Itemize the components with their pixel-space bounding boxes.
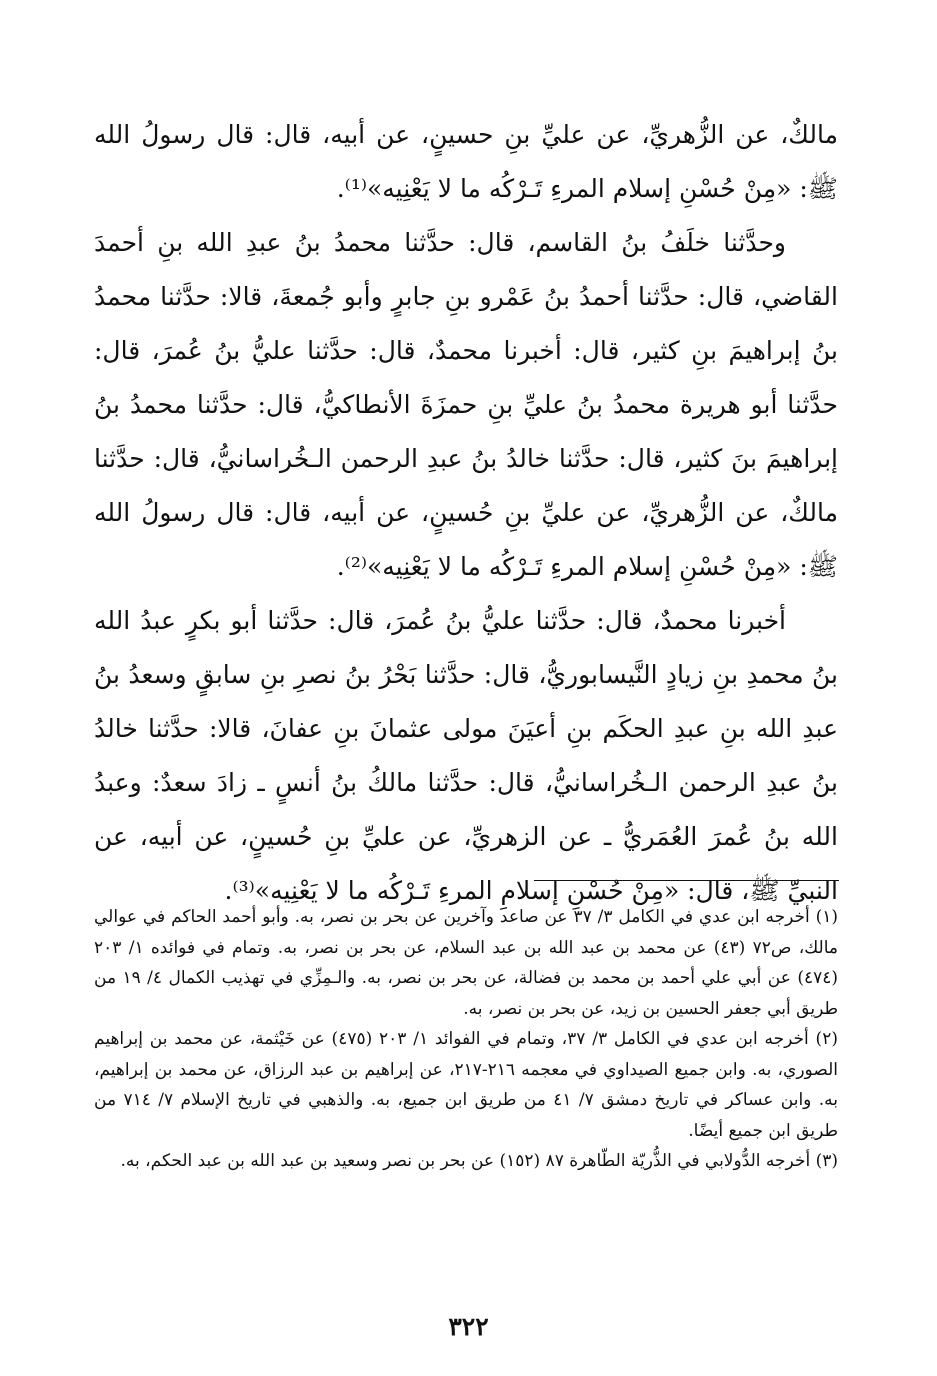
main-text-body xyxy=(94,108,838,918)
footnotes-section xyxy=(94,902,838,1177)
footnote-separator xyxy=(534,880,839,881)
footnote-1: (١) أخرجه ابن عدي في الكامل ٣/ ٣٧ عن صاعد وآخرين عن بحر بن نصر، به. وأبو أحمد الحاكم في عوالي مالك، ص٧٢ (٤٣) عن محمد بن عبد الله بن عبد السلام، عن بحر بن نصر، به. وتمام في فوائده ١/ ٢٠٣ (٤٧٤) عن أبي علي أحمد بن محمد بن فضالة، عن بحر بن نصر، به. والـمِزِّي في تهذيب الكمال ٤/ ١٩ من طريق أبي جعفر الحسين بن زيد، عن بحر بن نصر، به. xyxy=(94,907,838,1019)
footnote-3: (٣) أخرجه الدُّولابي في الذُّريّة الطّاهرة ٨٧ (١٥٢) عن بحر بن نصر وسعيد بن عبد الله بن عبد الحكم، به. xyxy=(120,1151,838,1171)
paragraph-2: وحدَّثنا خلَفُ بنُ القاسم، قال: حدَّثنا محمدُ بنُ عبدِ الله بنِ أحمدَ القاضي، قال: حدَّثنا أحمدُ بنُ عَمْرو بنِ جابرٍ وأبو جُمعةَ، قالا: حدَّثنا محمدُ بنُ إبراهيمَ بنِ كثير، قال: أخبرنا محمدٌ، قال: حدَّثنا عليُّ بنُ عُمرَ، قال: حدَّثنا أبو هريرة محمدُ بنُ عليِّ بنِ حمزَةَ الأنطاكيُّ، قال: حدَّثنا محمدُ بنُ إبراهيمَ بنَ كثير، قال: حدَّثنا خالدُ بنُ عبدِ الرحمن الـخُراسانيُّ، قال: حدَّثنا مالكٌ، عن الزُّهريِّ، عن عليِّ بنِ حُسينٍ، عن أبيه، قال: قال رسولُ الله ﷺ: «مِنْ حُسْنِ إسلام المرءِ تَـرْكُه ما لا يَعْنِيه»⁽²⁾. xyxy=(94,228,838,581)
paragraph-1: مالكٌ، عن الزُّهريِّ، عن عليِّ بنِ حسينٍ، عن أبيه، قال: قال رسولُ الله ﷺ: «مِنْ حُسْنِ إسلام المرءِ تَـرْكُه ما لا يَعْنِيه»⁽¹⁾. xyxy=(94,120,838,203)
page-number: ٣٢٢ xyxy=(448,1312,489,1341)
paragraph-3: أخبرنا محمدٌ، قال: حدَّثنا عليُّ بنُ عُمرَ، قال: حدَّثنا أبو بكرٍ عبدُ الله بنُ محمدِ بنِ زيادٍ النَّيسابوريُّ، قال: حدَّثنا بَحْرُ بنُ نصرِ بنِ سابقٍ وسعدُ بنُ عبدِ الله بنِ عبدِ الحكَم بنِ أعيَنَ مولى عثمانَ بنِ عفانَ، قالا: حدَّثنا خالدُ بنُ عبدِ الرحمن الـخُراسانيُّ، قال: حدَّثنا مالكُ بنُ أنسٍ ـ زادَ سعدٌ: وعبدُ الله بنُ عُمرَ العُمَريُّ ـ عن الزهريِّ، عن عليِّ بنِ حُسينٍ، عن أبيه، عن النبيِّ ﷺ، قال: «مِنْ حُسْنِ إسلامِ المرءِ تَـرْكُه ما لا يَعْنِيه»⁽³⁾. xyxy=(94,606,838,905)
footnote-2: (٢) أخرجه ابن عدي في الكامل ٣/ ٣٧، وتمام في الفوائد ١/ ٢٠٣ (٤٧٥) عن خَيْثمة، عن محمد بن إبراهيم الصوري، به. وابن جميع الصيداوي في معجمه ٢١٦-٢١٧، عن إبراهيم بن عبد الرزاق، عن محمد بن إبراهيم، به. وابن عساكر في تاريخ دمشق ٧/ ٤١ من طريق ابن جميع، به. والذهبي في تاريخ الإسلام ٧/ ٧١٤ من طريق ابن جميع أيضًا. xyxy=(94,1029,839,1141)
